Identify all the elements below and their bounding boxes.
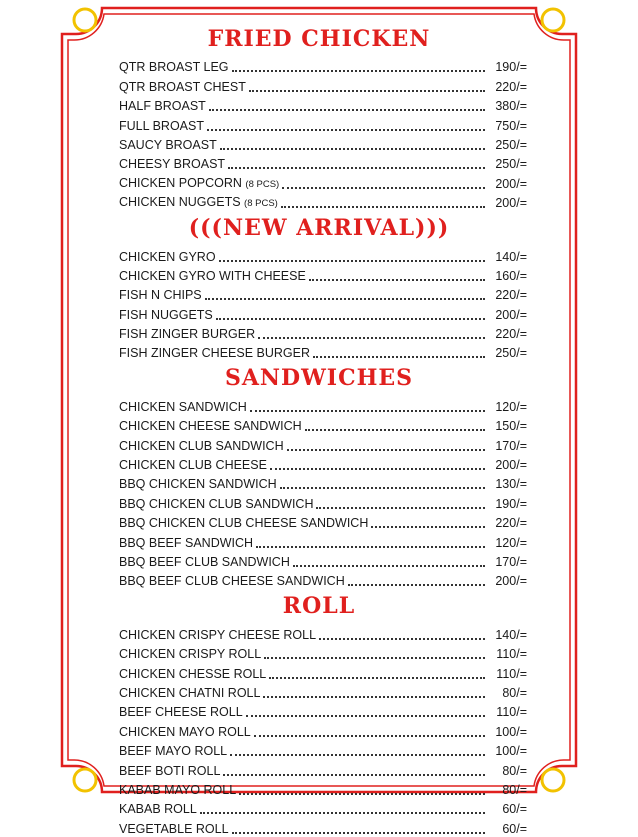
menu-item-price: 80/= xyxy=(502,763,527,778)
dot-leader xyxy=(270,467,485,470)
menu-item-name xyxy=(119,439,284,454)
dot-leader xyxy=(371,525,485,528)
menu-item-label: BBQ CHICKEN CLUB CHEESE SANDWICH xyxy=(119,516,369,531)
menu-item-price: 220/= xyxy=(495,288,527,303)
menu-item-label: BBQ CHICKEN SANDWICH xyxy=(119,477,277,492)
dot-leader xyxy=(282,186,485,189)
menu-item-name xyxy=(119,99,206,114)
menu-item-price: 190/= xyxy=(495,60,527,75)
section-title: SANDWICHES xyxy=(224,365,414,392)
menu-item-price: 150/= xyxy=(495,419,527,434)
menu-item xyxy=(119,153,527,172)
menu-item-label: CHICKEN CLUB CHEESE xyxy=(119,458,267,473)
menu-item-name xyxy=(119,176,279,192)
menu-item-label: FISH ZINGER BURGER xyxy=(119,327,256,342)
dot-leader xyxy=(264,656,485,659)
dot-leader xyxy=(281,205,485,208)
menu-item-price: 220/= xyxy=(495,516,527,531)
menu-item-name xyxy=(119,327,255,342)
menu-item-name xyxy=(119,308,213,323)
dot-leader xyxy=(207,128,485,131)
dot-leader xyxy=(249,89,485,92)
menu-item-label: SAUCY BROAST xyxy=(119,137,217,152)
menu-item-price: 170/= xyxy=(495,438,527,453)
menu-item-label: FISH ZINGER CHEESE BURGER xyxy=(119,346,310,361)
menu-section xyxy=(0,211,638,361)
menu-item-label: CHICKEN POPCORN xyxy=(119,175,242,190)
menu-item xyxy=(119,512,527,531)
menu-item xyxy=(119,454,527,473)
menu-item-price: 200/= xyxy=(495,307,527,322)
menu-item-price: 110/= xyxy=(496,705,527,720)
menu-item-name xyxy=(119,195,278,211)
dot-leader xyxy=(287,448,485,451)
dot-leader xyxy=(250,409,485,412)
dot-leader xyxy=(219,259,485,262)
menu-item-name xyxy=(119,744,227,759)
menu-item-name xyxy=(119,822,229,837)
menu-item-label: BBQ BEEF CLUB SANDWICH xyxy=(119,554,290,569)
menu-item-price: 80/= xyxy=(502,685,527,700)
menu-item-price: 160/= xyxy=(495,268,527,283)
menu-item xyxy=(119,114,527,133)
menu-item xyxy=(119,682,527,701)
menu-item-name xyxy=(119,686,260,701)
menu-item-price: 200/= xyxy=(495,196,527,211)
dot-leader xyxy=(258,336,485,339)
menu-item xyxy=(119,134,527,153)
section-title: ROLL xyxy=(282,593,356,620)
menu-item-label: VEGETABLE ROLL xyxy=(119,821,229,836)
menu-item xyxy=(119,759,527,778)
section-title: FRIED CHICKEN xyxy=(207,26,431,52)
menu-item-label: CHICKEN CHATNI ROLL xyxy=(119,685,261,700)
menu-item-name xyxy=(119,400,247,415)
dot-leader xyxy=(254,734,485,737)
menu-item-price: 110/= xyxy=(496,647,527,662)
dot-leader xyxy=(293,564,485,567)
menu-item-portion: (8 PCS) xyxy=(244,198,278,210)
menu-item xyxy=(119,434,527,453)
dot-leader xyxy=(269,676,485,679)
menu-section xyxy=(0,22,638,211)
menu-item xyxy=(119,531,527,550)
dot-leader xyxy=(220,147,485,150)
menu-item-name xyxy=(119,516,368,531)
menu-item-price: 380/= xyxy=(495,99,527,114)
menu-item-label: CHICKEN NUGGETS xyxy=(119,195,241,210)
menu-item-price: 170/= xyxy=(495,554,527,569)
menu-item-label: BBQ BEEF SANDWICH xyxy=(119,535,254,550)
dot-leader xyxy=(223,773,485,776)
dot-leader xyxy=(256,545,485,548)
menu-item xyxy=(119,95,527,114)
menu-item-label: CHICKEN MAYO ROLL xyxy=(119,724,251,739)
dot-leader xyxy=(313,355,485,358)
menu-item-portion: (8 PCS) xyxy=(245,178,280,190)
menu-item xyxy=(119,492,527,511)
menu-item xyxy=(119,284,527,303)
menu-section xyxy=(0,361,638,589)
menu-item xyxy=(119,720,527,739)
menu-item xyxy=(119,172,527,191)
menu-item-name xyxy=(119,250,216,265)
dot-leader xyxy=(228,166,485,169)
menu-item-label: BEEF CHEESE ROLL xyxy=(119,705,243,720)
menu-item-label: FULL BROAST xyxy=(119,118,204,133)
menu-item xyxy=(119,245,527,264)
menu-item-label: FISH N CHIPS xyxy=(119,288,202,303)
menu-item-name xyxy=(119,574,345,589)
menu-item xyxy=(119,192,527,211)
menu-item xyxy=(119,342,527,361)
menu-item xyxy=(119,323,527,342)
dot-leader xyxy=(232,831,485,834)
menu-item-label: CHICKEN CLUB SANDWICH xyxy=(119,438,284,453)
menu-item-price: 120/= xyxy=(495,535,527,550)
menu-item-name xyxy=(119,157,225,172)
menu-item xyxy=(119,779,527,798)
menu-item-label: QTR BROAST CHEST xyxy=(119,79,246,94)
menu-sections xyxy=(0,22,638,837)
menu-item-price: 140/= xyxy=(495,249,527,264)
menu-item xyxy=(119,798,527,817)
menu-item-label: CHICKEN GYRO WITH CHEESE xyxy=(119,268,306,283)
menu-item-label: CHEESY BROAST xyxy=(119,157,226,172)
menu-item-name xyxy=(119,647,261,662)
dot-leader xyxy=(263,695,485,698)
menu-item-label: BBQ BEEF CLUB CHEESE SANDWICH xyxy=(119,574,345,589)
menu-item xyxy=(119,551,527,570)
menu-item-price: 220/= xyxy=(495,327,527,342)
menu-item-price: 250/= xyxy=(495,157,527,172)
menu-item-price: 750/= xyxy=(495,118,527,133)
menu-item xyxy=(119,303,527,322)
menu-item xyxy=(119,75,527,94)
menu-item-price: 110/= xyxy=(496,666,527,681)
menu-item-name xyxy=(119,555,290,570)
menu-item-price: 100/= xyxy=(495,744,527,759)
menu-item-price: 60/= xyxy=(502,821,527,836)
menu-item-label: CHICKEN CRISPY CHEESE ROLL xyxy=(119,627,317,642)
menu-item-price: 130/= xyxy=(495,477,527,492)
menu-item-price: 140/= xyxy=(495,627,527,642)
menu-item xyxy=(119,817,527,836)
menu-item xyxy=(119,623,527,642)
menu-item-name xyxy=(119,667,266,682)
menu-item-label: CHICKEN CHESSE ROLL xyxy=(119,666,267,681)
menu-item-name xyxy=(119,119,204,134)
menu-item-label: BEEF BOTI ROLL xyxy=(119,763,221,778)
menu-item-label: CHICKEN CRISPY ROLL xyxy=(119,647,262,662)
menu-item-price: 60/= xyxy=(502,802,527,817)
menu-item-name xyxy=(119,497,313,512)
section-title: (((NEW ARRIVAL))) xyxy=(188,215,450,242)
menu-item-price: 250/= xyxy=(495,346,527,361)
menu-item xyxy=(119,395,527,414)
menu-item-label: CHICKEN CHEESE SANDWICH xyxy=(119,419,302,434)
menu-item-name xyxy=(119,705,243,720)
menu-item-label: QTR BROAST LEG xyxy=(119,60,229,75)
menu-item xyxy=(119,415,527,434)
menu-item-list xyxy=(0,245,638,361)
dot-leader xyxy=(216,317,485,320)
menu-item-name xyxy=(119,80,246,95)
menu-item xyxy=(119,570,527,589)
menu-item-name xyxy=(119,783,236,798)
menu-item xyxy=(119,662,527,681)
menu-item-name xyxy=(119,764,220,779)
menu-item-price: 220/= xyxy=(495,79,527,94)
menu-item-list xyxy=(0,56,638,211)
menu-item-list xyxy=(0,623,638,836)
dot-leader xyxy=(280,486,485,489)
menu-item-label: KABAB MAYO ROLL xyxy=(119,782,237,797)
dot-leader xyxy=(348,583,485,586)
menu-item xyxy=(119,56,527,75)
menu-item-name xyxy=(119,269,306,284)
dot-leader xyxy=(309,278,485,281)
dot-leader xyxy=(319,637,485,640)
menu-item xyxy=(119,701,527,720)
menu-item-price: 190/= xyxy=(495,496,527,511)
menu-item-label: FISH NUGGETS xyxy=(119,307,213,322)
dot-leader xyxy=(232,69,485,72)
dot-leader xyxy=(305,428,485,431)
menu-item xyxy=(119,643,527,662)
menu-item-name xyxy=(119,536,253,551)
menu-item-price: 200/= xyxy=(495,574,527,589)
menu-item-label: HALF BROAST xyxy=(119,99,206,114)
menu-item xyxy=(119,265,527,284)
menu-item xyxy=(119,473,527,492)
menu-item-price: 80/= xyxy=(502,782,527,797)
dot-leader xyxy=(239,792,485,795)
menu-item-list xyxy=(0,395,638,589)
menu-item-label: CHICKEN SANDWICH xyxy=(119,399,247,414)
menu-item-name xyxy=(119,477,277,492)
menu-item-name xyxy=(119,60,229,75)
menu-item-name xyxy=(119,419,302,434)
menu-item-name xyxy=(119,346,310,361)
dot-leader xyxy=(230,753,485,756)
menu-item-price: 120/= xyxy=(495,399,527,414)
menu-item-name xyxy=(119,288,202,303)
dot-leader xyxy=(200,811,485,814)
dot-leader xyxy=(316,506,485,509)
menu-item-name xyxy=(119,628,316,643)
menu-item-name xyxy=(119,802,197,817)
menu-item-name xyxy=(119,138,217,153)
dot-leader xyxy=(246,714,485,717)
menu-item-label: BBQ CHICKEN CLUB SANDWICH xyxy=(119,496,314,511)
menu-item xyxy=(119,740,527,759)
menu-item-price: 200/= xyxy=(495,176,527,191)
menu-item-label: CHICKEN GYRO xyxy=(119,249,216,264)
menu-item-price: 250/= xyxy=(495,137,527,152)
dot-leader xyxy=(209,108,485,111)
dot-leader xyxy=(205,297,485,300)
menu-item-name xyxy=(119,458,267,473)
menu-item-label: KABAB ROLL xyxy=(119,802,197,817)
menu-item-label: BEEF MAYO ROLL xyxy=(119,744,228,759)
menu-item-price: 100/= xyxy=(495,724,527,739)
menu-item-name xyxy=(119,725,251,740)
menu-item-price: 200/= xyxy=(495,458,527,473)
